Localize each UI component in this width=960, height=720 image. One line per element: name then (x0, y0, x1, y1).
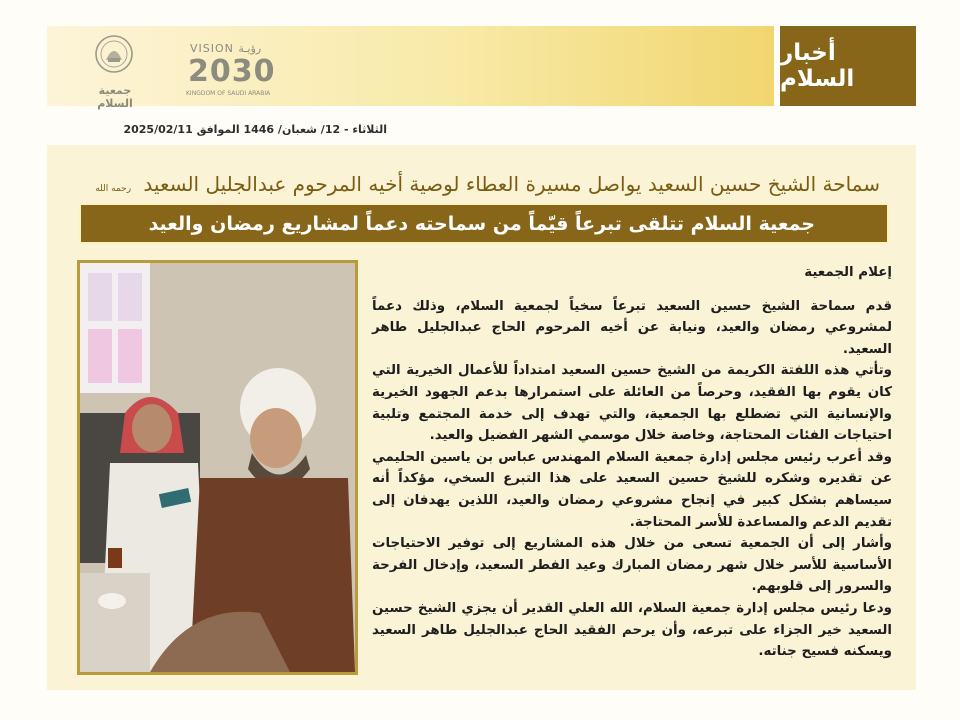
header-band (47, 26, 774, 106)
date-line: الثلاثاء - 12/ شعبان/ 1446 الموافق 2025/02/11 (123, 123, 387, 136)
vision-year: 2030 (188, 54, 276, 89)
vision-kingdom-text: KINGDOM OF SAUDI ARABIA (186, 90, 271, 97)
article-paragraph: وأشار إلى أن الجمعية تسعى من خلال هذه المشاريع إلى توفير الاحتياجات الأساسية للأسر خلال شهر رمضان المبارك وعيد الفطر السعيد، وإدخال الفرحة والسرور إلى قلوبهم. (372, 536, 892, 595)
association-logo (80, 34, 150, 110)
headline-honorific: رحمه الله (95, 184, 132, 194)
subheadline-banner (79, 203, 889, 244)
header-title-box (780, 26, 916, 106)
subheadline-text: جمعية السلام تتلقى تبرعاً قيّماً من سماحته دعماً لمشاريع رمضان والعيد (148, 212, 815, 235)
article-source: إعلام الجمعية (804, 265, 892, 280)
article-paragraph: وتأتي هذه اللفتة الكريمة من الشيخ حسين السعيد امتداداً للأعمال الخيرية التي كان يقوم بها الفقيد، وحرصاً من العائلة على استمرارها بدعم الجهود الخيرية والإنسانية التي تضطلع بها الجمعية، والتي تهدف إلى خدمة المجتمع وتلبية احتياجات الفئات المحتاجة، وخاصة خلال موسمي الشهر الفضيل والعيد. (372, 363, 892, 444)
newsletter-title: أخبار السلام (780, 40, 855, 92)
news-photo (77, 260, 358, 675)
headline (80, 172, 880, 196)
news-photo-illustration (80, 263, 355, 672)
article-paragraph: ودعا رئيس مجلس إدارة جمعية السلام، الله العلي القدير أن يجزي الشيخ حسين السعيد خير الجزاء على تبرعه، وأن يرحم الفقيد الحاج عبدالجليل طاهر السعيد ويسكنه فسيح جناته. (372, 600, 892, 660)
headline-text: سماحة الشيخ حسين السعيد يواصل مسيرة العطاء لوصية أخيه المرحوم عبدالجليل السعيد (143, 172, 880, 196)
logo-text: جمعية السلام (97, 84, 133, 110)
article-paragraph: قدم سماحة الشيخ حسين السعيد تبرعاً سخياً لجمعية السلام، وذلك دعماً لمشروعي رمضان والعيد، ونيابة عن أخيه المرحوم الحاج عبدالجليل طاهر السعيد. (372, 298, 892, 357)
article-paragraph: وقد أعرب رئيس مجلس إدارة جمعية السلام المهندس عباس بن ياسين الحليمي عن تقديره وشكره للشيخ حسين السعيد على هذا التبرع السخي، مؤكداً أنه سيساهم بشكل كبير في إنجاح مشروعي رمضان والعيد، اللذين يهدفان إلى تقديم الدعم والمساعدة للأسر المحتاجة. (372, 449, 892, 530)
article-body (372, 262, 892, 672)
vision-2030-logo (186, 38, 276, 102)
vision-word: VISION رؤيـة (190, 42, 262, 55)
association-seal-icon (94, 34, 134, 74)
